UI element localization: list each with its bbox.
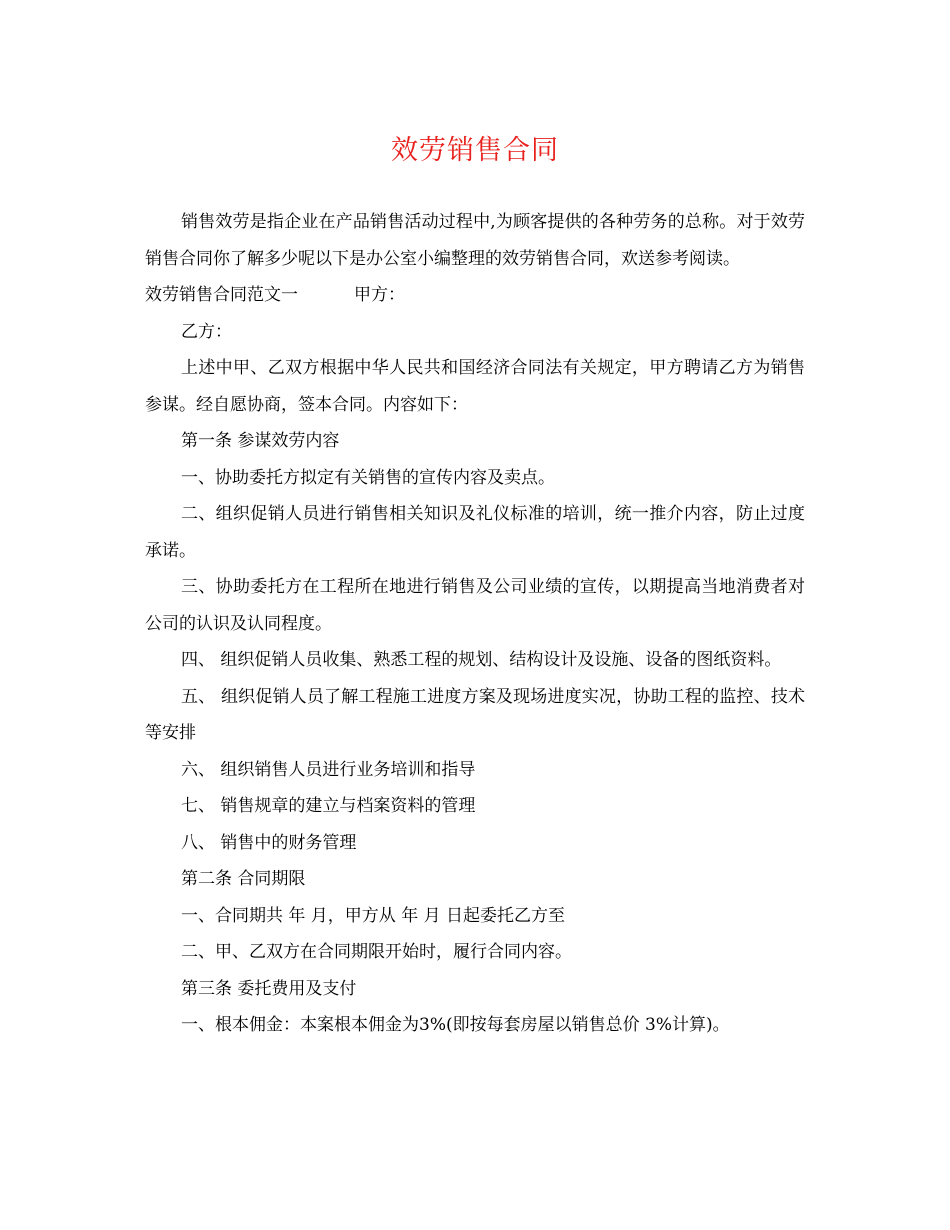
sample-heading: 效劳销售合同范文一 bbox=[145, 285, 298, 305]
article-2-item: 一、合同期共 年 月，甲方从 年 月 日起委托乙方至 bbox=[181, 905, 566, 926]
sample-heading-line bbox=[145, 277, 805, 314]
article-1-item: 五、 组织促销人员了解工程施工进度方案及现场进度实况，协助工程的监控、技术等安排 bbox=[145, 686, 805, 743]
article-3-item: 一、根本佣金：本案根本佣金为3%(即按每套房屋以销售总价 3%计算)。 bbox=[181, 1015, 730, 1035]
document-body bbox=[145, 204, 805, 1044]
preamble-paragraph: 上述中甲、乙双方根据中华人民共和国经济合同法有关规定，甲方聘请乙方为销售参谋。经自愿协商，签本合同。内容如下： bbox=[145, 358, 805, 415]
party-a-label: 甲方： bbox=[354, 285, 405, 305]
article-1-item: 八、 销售中的财务管理 bbox=[181, 832, 357, 853]
article-1-item: 一、协助委托方拟定有关销售的宣传内容及卖点。 bbox=[181, 467, 555, 488]
article-1-item: 四、 组织促销人员收集、熟悉工程的规划、结构设计及设施、设备的图纸资料。 bbox=[181, 650, 782, 670]
article-1-heading: 第一条 参谋效劳内容 bbox=[181, 431, 340, 451]
article-2-heading: 第二条 合同期限 bbox=[181, 869, 306, 889]
article-1-item: 二、组织促销人员进行销售相关知识及礼仪标准的培训，统一推介内容，防止过度承诺。 bbox=[145, 504, 805, 561]
document-title: 效劳销售合同 bbox=[391, 135, 559, 166]
article-1-item: 三、协助委托方在工程所在地进行销售及公司业绩的宣传，以期提高当地消费者对公司的认识及认同程度。 bbox=[145, 577, 805, 634]
article-2-item: 二、甲、乙双方在合同期限开始时，履行合同内容。 bbox=[181, 942, 572, 962]
intro-paragraph: 销售效劳是指企业在产品销售活动过程中,为顾客提供的各种劳务的总称。对于效劳销售合同你了解多少呢以下是办公室小编整理的效劳销售合同，欢送参考阅读。 bbox=[145, 212, 805, 269]
article-3-heading: 第三条 委托费用及支付 bbox=[181, 978, 357, 999]
party-b-label: 乙方： bbox=[181, 321, 232, 342]
article-1-item: 六、 组织销售人员进行业务培训和指导 bbox=[181, 759, 476, 780]
article-1-item: 七、 销售规章的建立与档案资料的管理 bbox=[181, 796, 476, 816]
